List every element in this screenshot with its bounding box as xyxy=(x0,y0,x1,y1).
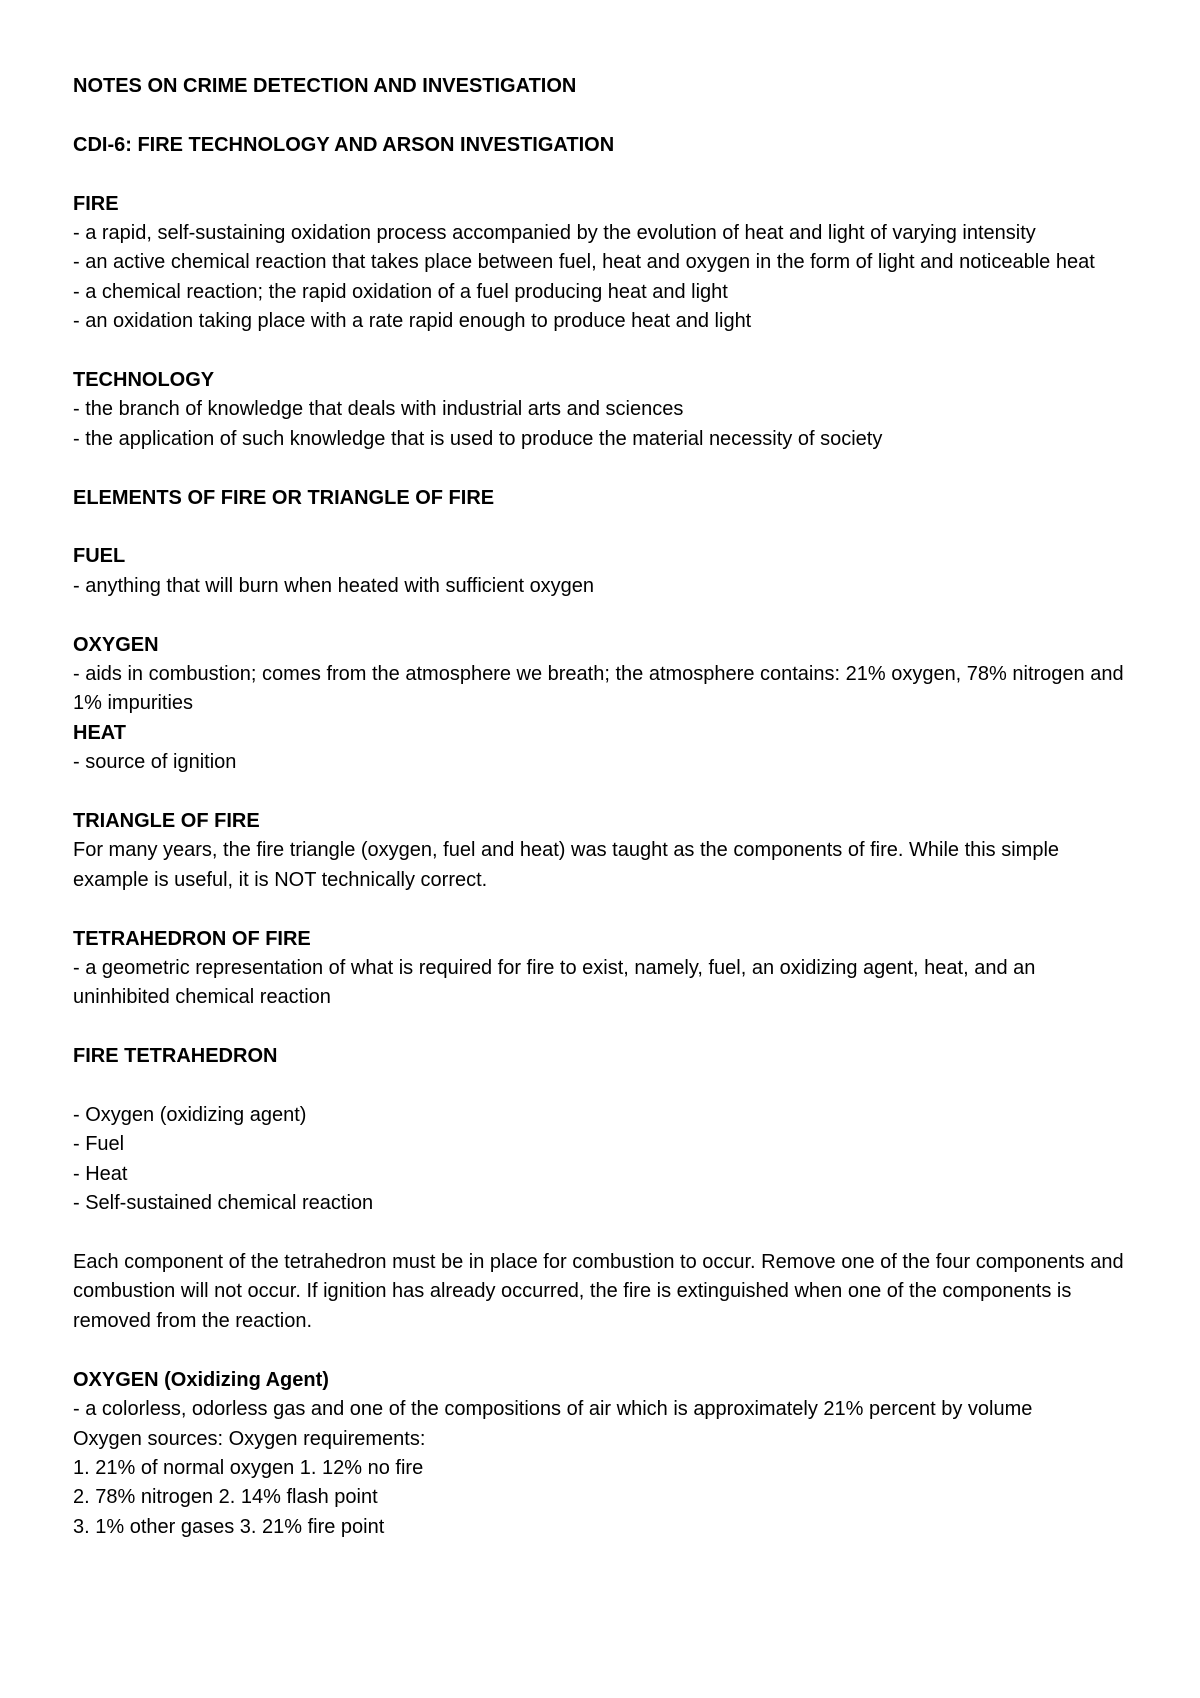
oxygen-definition: - aids in combustion; comes from the atmosphere we breath; the atmosphere contains: 21% oxygen, 78% nitrogen and 1% impurities xyxy=(73,663,1124,715)
oxygen-list-row-3: 3. 1% other gases 3. 21% fire point xyxy=(73,1515,385,1538)
tetrahedron-item-4: - Self-sustained chemical reaction xyxy=(73,1192,374,1215)
section-heading-heat: HEAT xyxy=(73,721,126,744)
tetrahedron-paragraph: Each component of the tetrahedron must be in place for combustion to occur. Remove one of the four components and combustion will not occur. If ignition has already occurred, the fire is extinguished when one of the components is removed from the reaction. xyxy=(73,1251,1124,1332)
heat-definition: - source of ignition xyxy=(73,751,237,774)
section-heading-oxygen: OXYGEN xyxy=(73,633,159,656)
triangle-paragraph: For many years, the fire triangle (oxygen, fuel and heat) was taught as the components of fire. While this simple example is useful, it is NOT technically correct. xyxy=(73,839,1060,891)
tetrahedron-item-2: - Fuel xyxy=(73,1133,125,1156)
section-heading-fuel: FUEL xyxy=(73,545,126,568)
technology-definition-1: - the branch of knowledge that deals with industrial arts and sciences xyxy=(73,398,684,421)
section-heading-tetrahedron-of-fire: TETRAHEDRON OF FIRE xyxy=(73,927,311,950)
technology-definition-2: - the application of such knowledge that is used to produce the material necessity of society xyxy=(73,427,883,450)
section-heading-fire-tetrahedron: FIRE TETRAHEDRON xyxy=(73,1045,278,1068)
document-subtitle: CDI-6: FIRE TECHNOLOGY AND ARSON INVESTIGATION xyxy=(73,133,615,156)
oxygen-list-header: Oxygen sources: Oxygen requirements: xyxy=(73,1427,426,1450)
tetrahedron-definition: - a geometric representation of what is required for fire to exist, namely, fuel, an oxidizing agent, heat, and an uninhibited chemical reaction xyxy=(73,957,1036,1009)
fire-definition-1: - a rapid, self-sustaining oxidation process accompanied by the evolution of heat and light of varying intensity xyxy=(73,222,1036,244)
section-heading-elements: ELEMENTS OF FIRE OR TRIANGLE OF FIRE xyxy=(73,486,495,509)
fire-definition-2: - an active chemical reaction that takes place between fuel, heat and oxygen in the form of light and noticeable heat xyxy=(73,251,1095,274)
oxygen-agent-definition: - a colorless, odorless gas and one of the compositions of air which is approximately 21% percent by volume xyxy=(73,1398,1033,1421)
section-heading-fire: FIRE xyxy=(73,192,119,215)
section-heading-technology: TECHNOLOGY xyxy=(73,369,215,392)
section-heading-oxygen-agent: OXYGEN (Oxidizing Agent) xyxy=(73,1368,329,1391)
tetrahedron-item-1: - Oxygen (oxidizing agent) xyxy=(73,1104,307,1127)
fire-definition-3: - a chemical reaction; the rapid oxidation of a fuel producing heat and light xyxy=(73,280,728,303)
tetrahedron-item-3: - Heat xyxy=(73,1162,128,1185)
oxygen-list-row-2: 2. 78% nitrogen 2. 14% flash point xyxy=(73,1486,378,1509)
document-title: NOTES ON CRIME DETECTION AND INVESTIGATION xyxy=(73,75,577,97)
fire-definition-4: - an oxidation taking place with a rate rapid enough to produce heat and light xyxy=(73,310,752,333)
oxygen-list-row-1: 1. 21% of normal oxygen 1. 12% no fire xyxy=(73,1456,424,1479)
section-heading-triangle: TRIANGLE OF FIRE xyxy=(73,810,260,833)
fuel-definition: - anything that will burn when heated with sufficient oxygen xyxy=(73,574,595,597)
document-page xyxy=(73,72,1133,1542)
